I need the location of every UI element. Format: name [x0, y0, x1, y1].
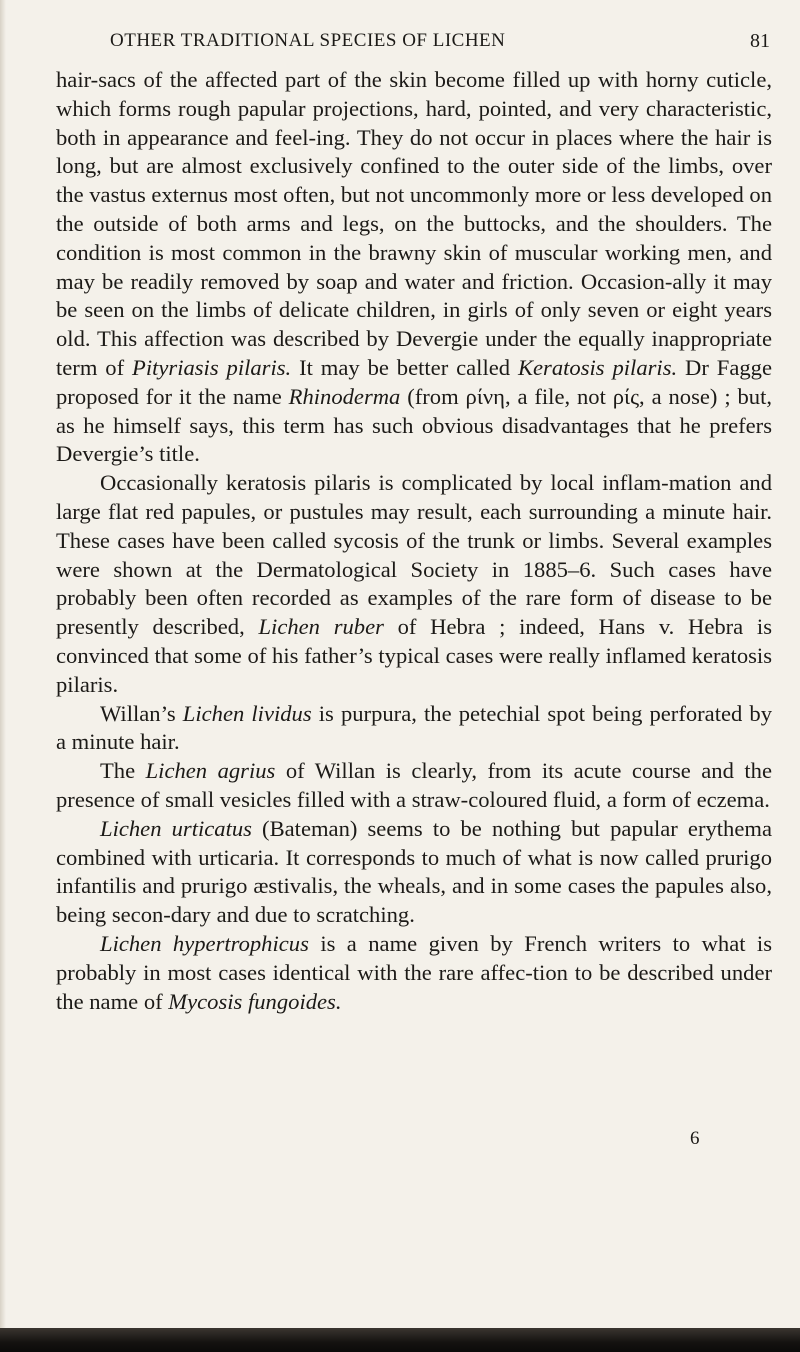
text-run: It may be better called — [291, 354, 518, 380]
italic-term: Pityriasis pilaris. — [132, 354, 292, 380]
italic-term: Keratosis pilaris. — [517, 354, 678, 380]
text-run: hair-sacs of the affected part of the skin become filled up with horny cuticle, which forms rough papular projections, hard, pointed, and very characteristic, both in appearance and feel-ing. They do not occur in places where the hair is long, but are almost exclusively confined to the outer side of the limbs, over the vastus externus most often, but not uncommonly more or less developed on the outside of both arms and legs, on the buttocks, and the shoulders. The condition is most common in the brawny skin of muscular working men, and may be readily removed by soap and water and friction. Occasion-ally it may be seen on the limbs of delicate children, in girls of only seven or eight years old. This affection was described by Devergie under the equally inappropriate term of — [56, 67, 772, 380]
paragraph-inflamed-keratosis — [56, 469, 772, 699]
text-run: (from ρίνη, a file, not ρίς, a nose) ; but, as he himself says, this term has such obvious disadvantages that he prefers Devergie’s title. — [56, 383, 772, 467]
text-run: Willan’s — [100, 700, 183, 726]
text-run: Occasionally keratosis pilaris is complicated by local inflam-mation and large flat red papules, or pustules may result, each surrounding a minute hair. These cases have been called sycosis of the trunk or limbs. Several examples were shown at the Dermatological Society in 1885–6. Such cases have probably been often recorded as examples of the rare form of disease to be presently described, — [56, 470, 772, 640]
italic-term: Lichen urticatus — [100, 815, 252, 841]
paragraph-lichen-urticatus — [56, 815, 772, 930]
paragraph-lichen-hypertrophicus — [56, 930, 772, 1016]
paragraph-keratosis-pilaris — [56, 66, 772, 469]
text-run: (Bateman) seems to be nothing but papular erythema combined with urticaria. It corresponds to much of what is now called prurigo infantilis and prurigo æstivalis, the wheals, and in some cases the papules also, being secon-dary and due to scratching. — [56, 815, 772, 928]
italic-term: Rhinoderma — [288, 383, 401, 409]
text-run: of Willan is clearly, from its acute course and the presence of small vesicles filled with a straw-coloured fluid, a form of eczema. — [56, 758, 772, 812]
italic-term: Mycosis fungoides. — [168, 988, 342, 1014]
paragraph-lichen-agrius — [56, 757, 772, 815]
italic-term: Lichen agrius — [145, 758, 276, 784]
italic-term: Lichen hypertrophicus — [100, 930, 309, 956]
text-run: The — [100, 758, 146, 784]
scan-bottom-edge — [0, 1328, 800, 1352]
text-run: is purpura, the petechial spot being perforated by a minute hair. — [56, 700, 773, 755]
text-run: Dr Fagge proposed for it the name — [56, 354, 772, 409]
paragraph-lichen-lividus — [56, 700, 772, 758]
signature-mark: 6 — [690, 1128, 700, 1149]
body-text — [56, 66, 772, 1016]
page-number: 81 — [750, 30, 770, 52]
text-run: is a name given by French writers to what is probably in most cases identical with the rare affec-tion to be described under the name of — [56, 930, 773, 1014]
text-run: of Hebra ; indeed, Hans v. Hebra is convinced that some of his father’s typical cases were really inflamed keratosis pilaris. — [56, 614, 772, 697]
running-title: OTHER TRADITIONAL SPECIES OF LICHEN — [110, 30, 506, 51]
italic-term: Lichen lividus — [182, 700, 312, 726]
running-head — [110, 30, 770, 56]
page-edge-shadow — [0, 0, 6, 1352]
italic-term: Lichen ruber — [258, 614, 384, 640]
